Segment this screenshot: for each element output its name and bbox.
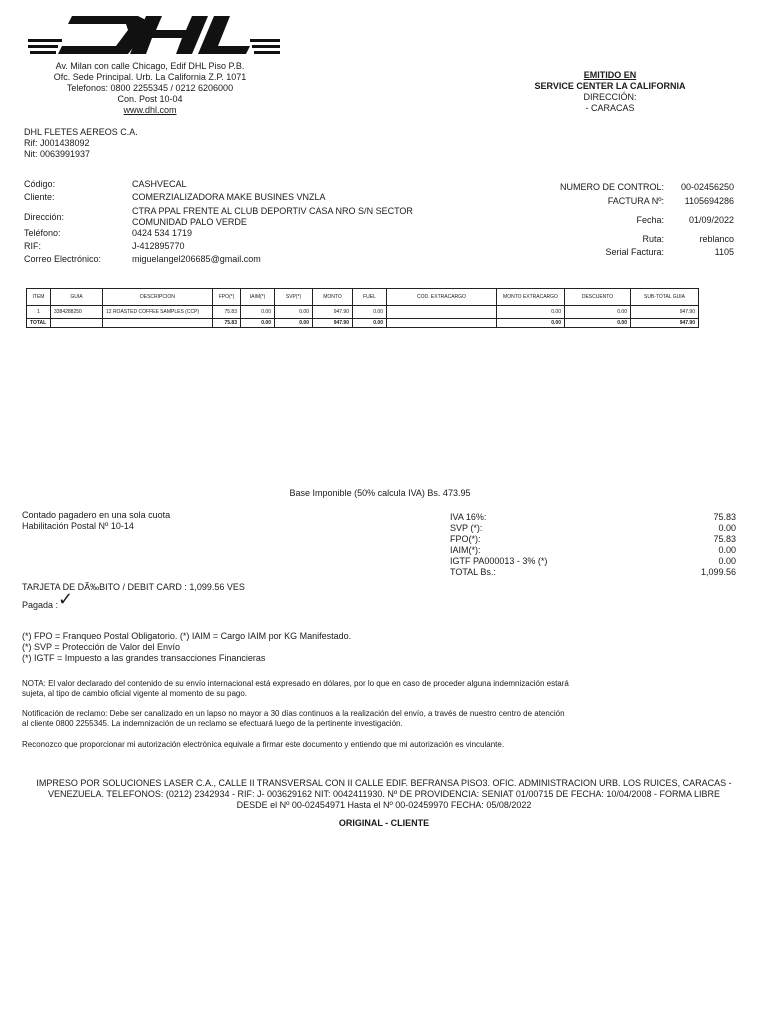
address-line: Telefonos: 0800 2255345 / 0212 6206000 [66, 83, 234, 93]
table-cell: TOTAL [27, 319, 51, 328]
column-header: IAIM(*) [241, 289, 275, 306]
ruta-label: Ruta: [642, 234, 664, 244]
contado-text: Contado pagadero en una sola cuota [22, 510, 171, 520]
habilitacion-text: Habilitación Postal Nº 10-14 [22, 521, 134, 531]
company-address [30, 61, 270, 116]
correo-label: Correo Electrónico: [24, 254, 102, 264]
table-cell: 12 ROASTED COFFEE SAMPLES (CCP) [103, 306, 213, 319]
table-cell: 75.83 [213, 306, 241, 319]
address-line: Av. Milan con calle Chicago, Edif DHL Piso P.B. [55, 61, 245, 71]
table-cell: 0.00 [275, 319, 313, 328]
table-cell: 0.00 [353, 306, 387, 319]
table-cell: 0.00 [241, 306, 275, 319]
issued-at-title: EMITIDO EN [583, 70, 637, 80]
legend-block [22, 631, 351, 664]
column-header: SVP(*) [275, 289, 313, 306]
totals-value: 75.83 [713, 512, 736, 522]
totals-label: SVP (*): [450, 523, 483, 533]
rif-value: J-412895770 [132, 241, 185, 251]
table-cell [51, 319, 103, 328]
legend-line: (*) SVP = Protección de Valor del Envío [22, 642, 181, 652]
issued-at-place: SERVICE CENTER LA CALIFORNIA [534, 81, 686, 91]
invoice-block [520, 182, 734, 260]
legend-line: (*) FPO = Franqueo Postal Obligatorio. (*) IAIM = Cargo IAIM por KG Manifestado. [22, 631, 352, 641]
codigo-value: CASHVECAL [132, 179, 187, 189]
table-cell: 3384288250 [51, 306, 103, 319]
correo-value: miguelangel206685@gmail.com [132, 254, 261, 264]
table-cell [387, 306, 497, 319]
table-cell [387, 319, 497, 328]
factura-value: 1105694286 [684, 196, 734, 206]
footer-line: IMPRESO POR SOLUCIONES LASER C.A., CALLE II TRANSVERSAL CON II CALLE EDIF. BEFRANSA PISO3. OFIC. ADMINISTRACION URB. LOS RUICES, CARACAS - [36, 778, 732, 788]
footer-line: DESDE el Nº 00-02454971 Hasta el Nº 00-02459970 FECHA: 05/08/2022 [236, 800, 532, 810]
legend-line: (*) IGTF = Impuesto a las grandes transacciones Financieras [22, 653, 266, 663]
totals-value: 1,099.56 [700, 567, 736, 577]
table-cell [103, 319, 213, 328]
fecha-label: Fecha: [636, 215, 664, 225]
issuer-nit: Nit: 0063991937 [24, 149, 91, 159]
totals-label: FPO(*): [450, 534, 481, 544]
table-cell: 0.00 [353, 319, 387, 328]
table-total-row [27, 319, 699, 328]
fecha-value: 01/09/2022 [688, 215, 734, 225]
column-header: GUIA [51, 289, 103, 306]
totals-value: 0.00 [718, 556, 736, 566]
table-cell: 1 [27, 306, 51, 319]
totals-block [450, 512, 736, 578]
footer-line: VENEZUELA. TELEFONOS: (0212) 2342934 - RIF: J- 003629162 NIT: 0042411930. Nº DE PROVIDENCIA: SENIAT 01/00715 DE FECHA: 10/04/2008 - FORMA LIBRE [48, 789, 720, 799]
totals-value: 75.83 [713, 534, 736, 544]
check-icon: ✓ [58, 589, 74, 610]
issued-at-address-value: - CARACAS [585, 103, 635, 113]
column-header: MONTO EXTRACARGO [497, 289, 565, 306]
issuer-block [24, 127, 138, 160]
totals-label: IGTF PA000013 - 3% (*) [450, 556, 548, 566]
nota-line: sujeta, al tipo de cambio oficial vigente al momento de su pago. [22, 689, 248, 698]
table-header-row [27, 289, 699, 306]
original-cliente: ORIGINAL - CLIENTE [338, 818, 430, 828]
nota-block [22, 679, 742, 699]
notificacion-line: Notificación de reclamo: Debe ser canalizado en un lapso no mayor a 30 días continuos a la realización del envío, a través de nuestro centro de atención [22, 709, 565, 718]
column-header: DESCUENTO [565, 289, 631, 306]
direccion-line: COMUNIDAD PALO VERDE [132, 217, 247, 227]
pagada-label: Pagada : [22, 600, 59, 610]
table-cell: 75.83 [213, 319, 241, 328]
cliente-value: COMERZIALIZADORA MAKE BUSINES VNZLA [132, 192, 326, 202]
client-block [24, 179, 484, 267]
table-cell: 0.00 [241, 319, 275, 328]
address-line: Ofc. Sede Principal. Urb. La California Z.P. 1071 [53, 72, 247, 82]
address-line: Con. Post 10-04 [117, 94, 183, 104]
telefono-value: 0424 534 1719 [132, 228, 193, 238]
totals-value: 0.00 [718, 523, 736, 533]
website-link[interactable]: www.dhl.com [123, 105, 177, 115]
table-cell: 0.00 [497, 306, 565, 319]
table-cell: 0.00 [565, 306, 631, 319]
column-header: DESCRIPCION [103, 289, 213, 306]
serial-label: Serial Factura: [605, 247, 664, 257]
column-header: FUEL [353, 289, 387, 306]
totals-label: IVA 16%: [450, 512, 487, 522]
payment-terms [22, 510, 170, 532]
table-row [27, 306, 699, 319]
column-header: MONTO [313, 289, 353, 306]
control-value: 00-02456250 [680, 182, 734, 192]
nota-line: NOTA: El valor declarado del contenido de su envío internacional está expresado en dólares, por lo que en caso de proceder alguna indemnización estará [22, 679, 569, 688]
direccion-line: CTRA PPAL FRENTE AL CLUB DEPORTIV CASA NRO S/N SECTOR [132, 206, 413, 216]
notificacion-block [22, 709, 742, 729]
base-imponible: Base Imponible (50% calcula IVA) Bs. 473.95 [289, 488, 471, 498]
ruta-value: reblanco [699, 234, 734, 244]
table-cell: 947.90 [313, 306, 353, 319]
column-header: SUB-TOTAL GUIA [631, 289, 699, 306]
table-cell: 947.90 [631, 306, 699, 319]
totals-value: 0.00 [718, 545, 736, 555]
table-cell: 947.90 [631, 319, 699, 328]
codigo-label: Código: [24, 179, 56, 189]
control-label: NUMERO DE CONTROL: [559, 182, 664, 192]
issued-at-block [500, 70, 720, 114]
column-header: FPO(*) [213, 289, 241, 306]
serial-value: 1105 [714, 247, 734, 257]
issuer-rif: Rif: J001438092 [24, 138, 90, 148]
column-header: ITEM [27, 289, 51, 306]
footer-block [14, 778, 754, 811]
table-cell: 0.00 [275, 306, 313, 319]
issuer-name: DHL FLETES AEREOS C.A. [24, 127, 138, 137]
factura-label: FACTURA Nº: [607, 196, 664, 206]
reconozco-text: Reconozco que proporcionar mi autorización electrónica equivale a firmar este documento y entiendo que mi autorización es vinculante. [22, 740, 505, 749]
table-cell: 0.00 [497, 319, 565, 328]
dhl-logo [28, 12, 280, 58]
column-header: COD. EXTRACARGO [387, 289, 497, 306]
tarjeta-text: TARJETA DE DÃ‰BITO / DEBIT CARD : 1,099.56 VES [22, 582, 245, 592]
rif-label: RIF: [24, 241, 41, 251]
direccion-label: Dirección: [24, 211, 65, 222]
invoice-table [26, 288, 699, 328]
telefono-label: Teléfono: [24, 228, 61, 238]
table-cell: 0.00 [565, 319, 631, 328]
table-cell: 947.90 [313, 319, 353, 328]
totals-label: TOTAL Bs.: [450, 567, 496, 577]
notificacion-line: al cliente 0800 2255345. La indemnización de un reclamo se efectuará luego de la pertinente investigación. [22, 719, 403, 728]
totals-label: IAIM(*): [450, 545, 481, 555]
issued-at-address-label: DIRECCIÓN: [583, 92, 637, 102]
cliente-label: Cliente: [24, 192, 55, 202]
